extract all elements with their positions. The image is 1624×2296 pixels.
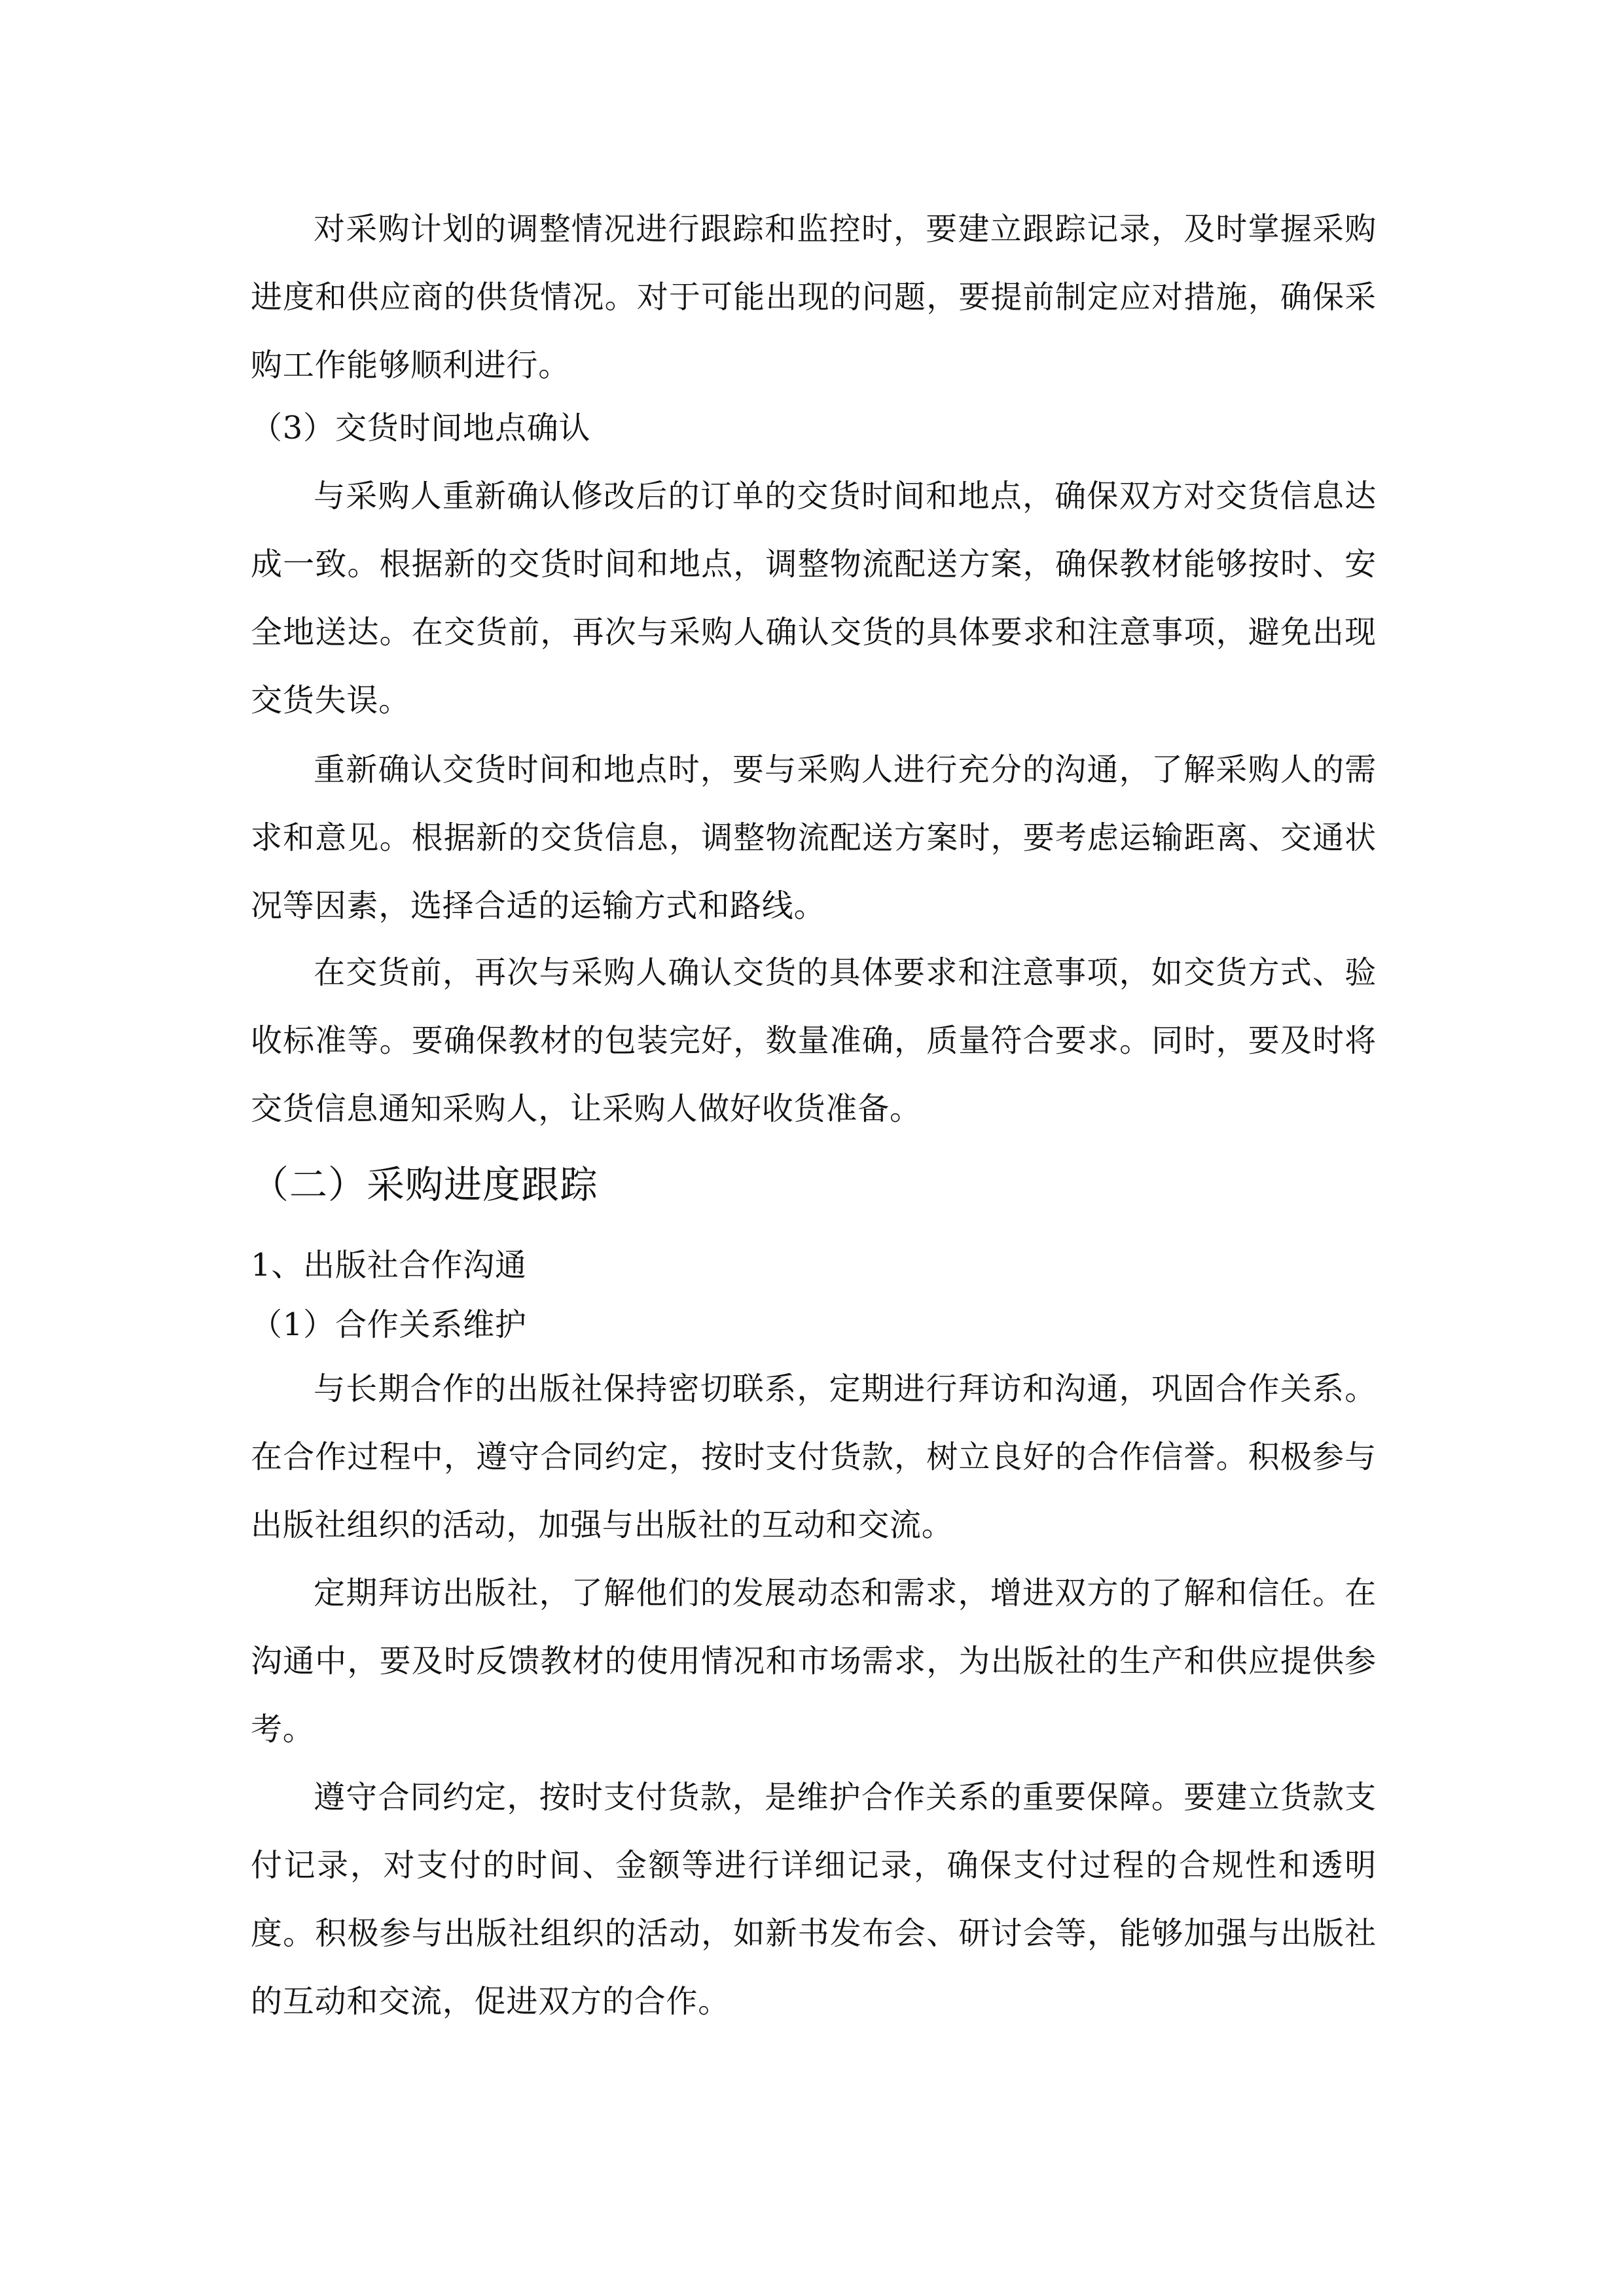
- paragraph-delivery-reconfirm: 与采购人重新确认修改后的订单的交货时间和地点，确保双方对交货信息达成一致。根据新的交货时间和地点，调整物流配送方案，确保教材能够按时、安全地送达。在交货前，再次与采购人确认交货的具体要求和注意事项，避免出现交货失误。: [251, 478, 1377, 719]
- paragraph-long-term-cooperation: 与长期合作的出版社保持密切联系，定期进行拜访和沟通，巩固合作关系。在合作过程中，遵守合同约定，按时支付货款，树立良好的合作信誉。积极参与出版社组织的活动，加强与出版社的互动和交流。: [251, 1371, 1377, 1543]
- item-heading-publisher-communication: 1、出版社合作沟通: [251, 1247, 527, 1283]
- paragraph-delivery-requirements: 在交货前，再次与采购人确认交货的具体要求和注意事项，如交货方式、验收标准等。要确保教材的包装完好，数量准确，质量符合要求。同时，要及时将交货信息通知采购人，让采购人做好收货准备。: [251, 954, 1377, 1127]
- paragraph-delivery-communication: 重新确认交货时间和地点时，要与采购人进行充分的沟通，了解采购人的需求和意见。根据新的交货信息，调整物流配送方案时，要考虑运输距离、交通状况等因素，选择合适的运输方式和路线。: [251, 751, 1377, 924]
- subheading-relationship-maintenance: （1）合作关系维护: [251, 1306, 527, 1343]
- paragraph-tracking-plan: 对采购计划的调整情况进行跟踪和监控时，要建立跟踪记录，及时掌握采购进度和供应商的供货情况。对于可能出现的问题，要提前制定应对措施，确保采购工作能够顺利进行。: [251, 211, 1377, 384]
- paragraph-regular-visits: 定期拜访出版社，了解他们的发展动态和需求，增进双方的了解和信任。在沟通中，要及时反馈教材的使用情况和市场需求，为出版社的生产和供应提供参考。: [251, 1575, 1377, 1748]
- subheading-delivery-confirmation: （3）交货时间地点确认: [251, 410, 591, 446]
- paragraph-contract-compliance: 遵守合同约定，按时支付货款，是维护合作关系的重要保障。要建立货款支付记录，对支付的时间、金额等进行详细记录，确保支付过程的合规性和透明度。积极参与出版社组织的活动，如新书发布会、研讨会等，能够加强与出版社的互动和交流，促进双方的合作。: [251, 1779, 1377, 2020]
- section-heading-progress-tracking: （二）采购进度跟踪: [251, 1162, 599, 1207]
